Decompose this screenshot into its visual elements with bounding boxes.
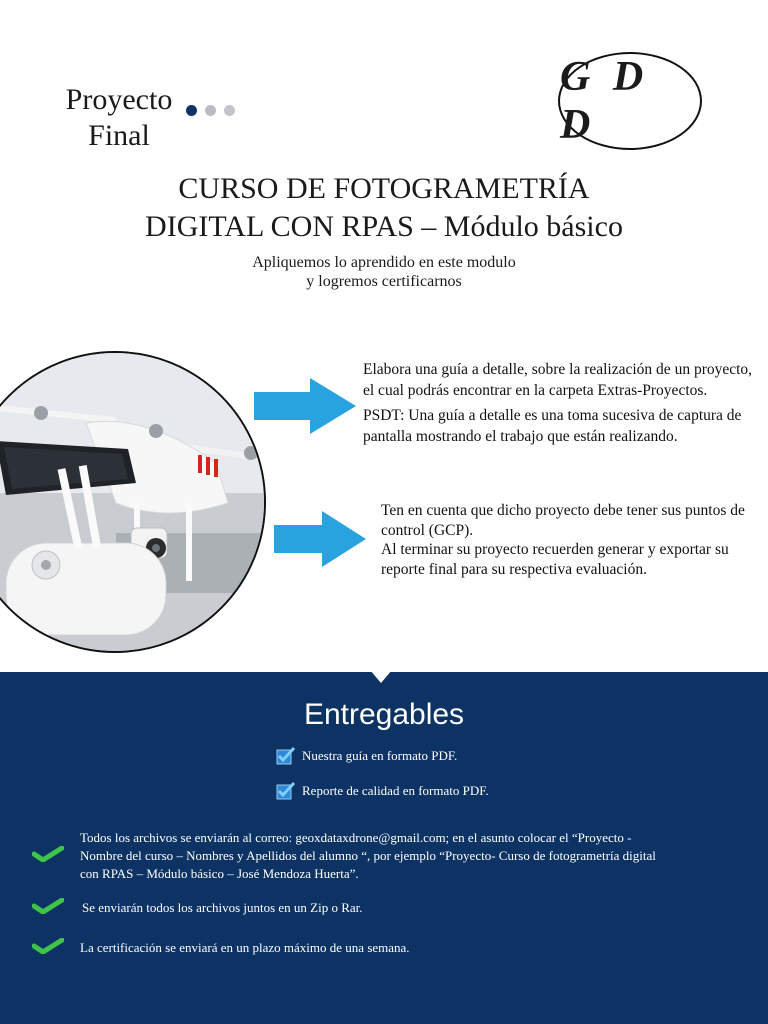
- instruction-text: Al terminar su proyecto recuerden generar y exportar su: [381, 541, 729, 558]
- arrow-right-icon: [274, 511, 366, 567]
- instruction-text: Elabora una guía a detalle, sobre la realización de un proyecto,: [363, 361, 753, 378]
- course-title: [84, 170, 684, 246]
- dot-3: [224, 105, 235, 116]
- email-note: [80, 829, 760, 883]
- instruction-text: control (GCP).: [381, 521, 474, 539]
- note-line: Nombre del curso – Nombres y Apellidos del alumno “, por ejemplo “Proyecto- Curso de fotogrametría digital: [80, 848, 656, 863]
- panel-notch: [370, 670, 392, 683]
- deliverable-text: Nuestra guía en formato PDF.: [302, 748, 458, 763]
- certification-note: La certificación se enviará en un plazo máximo de una semana.: [80, 940, 410, 955]
- pagination-dots: [186, 105, 235, 116]
- gdd-logo: [558, 52, 702, 150]
- course-title-line2: DIGITAL CON RPAS – Módulo básico: [145, 210, 623, 243]
- deliverable-text: Reporte de calidad en formato PDF.: [302, 783, 489, 798]
- instruction-text: reporte final para su respectiva evaluación.: [381, 560, 647, 578]
- note-line: Todos los archivos se enviarán al correo: geoxdataxdrone@gmail.com; en el asunto colocar el “Proyecto -: [80, 830, 632, 845]
- zip-note: Se enviarán todos los archivos juntos en un Zip o Rar.: [82, 900, 363, 915]
- instruction-text: PSDT: Una guía a detalle es una toma sucesiva de captura de: [363, 407, 742, 424]
- project-final-label: [62, 82, 176, 154]
- dot-1: [186, 105, 197, 116]
- deliverable-item: [276, 747, 457, 765]
- dot-2: [205, 105, 216, 116]
- deliverables-title: Entregables: [303, 698, 465, 731]
- instruction-text: el cual podrás encontrar en la carpeta Extras-Proyectos.: [363, 382, 708, 399]
- instruction-text: pantalla mostrando el trabajo que están realizando.: [363, 428, 678, 445]
- logo-text: G D D: [560, 54, 650, 148]
- note-line: con RPAS – Módulo básico – José Mendoza Huerta”.: [80, 866, 359, 881]
- project-label-line1: Proyecto: [65, 83, 173, 116]
- course-subtitle: [184, 253, 584, 291]
- arrow-right-icon: [254, 378, 356, 434]
- instruction-block-2: [381, 501, 761, 579]
- deliverable-item: [276, 782, 489, 800]
- check-icon: [32, 938, 64, 954]
- check-icon: [32, 846, 64, 862]
- checkbox-checked-icon: [276, 782, 296, 800]
- instruction-block-1: [363, 359, 753, 447]
- project-label-line2: Final: [88, 119, 150, 152]
- check-icon: [32, 898, 64, 914]
- course-title-line1: CURSO DE FOTOGRAMETRÍA: [178, 172, 590, 205]
- subtitle-line1: Apliquemos lo aprendido en este modulo: [252, 254, 516, 271]
- checkbox-checked-icon: [276, 747, 296, 765]
- subtitle-line2: y logremos certificarnos: [306, 273, 462, 290]
- instruction-text: Ten en cuenta que dicho proyecto debe tener sus puntos de: [381, 502, 745, 519]
